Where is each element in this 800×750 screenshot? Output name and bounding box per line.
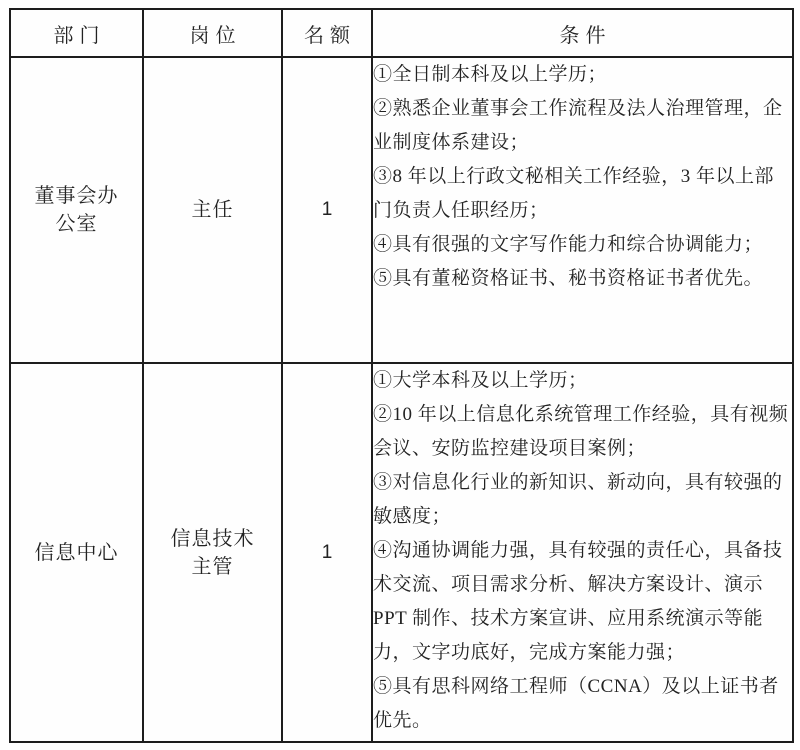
quota-value: 1: [321, 199, 333, 220]
department-cell: [10, 57, 143, 363]
condition-item: ①全日制本科及以上学历；: [373, 64, 608, 85]
condition-item: ④沟通协调能力强，具有较强的责任心，具备技术交流、项目需求分析、解决方案设计、演示 PPT 制作、技术方案宣讲、应用系统演示等能力，文字功底好，完成方案能力强；: [373, 540, 783, 663]
condition-item: ①大学本科及以上学历；: [373, 370, 588, 391]
condition-item: ⑤具有思科网络工程师（CCNA）及以上证书者优先。: [373, 676, 779, 731]
position-cell: [143, 57, 282, 363]
condition-item: ③对信息化行业的新知识、新动向，具有较强的敏感度；: [373, 472, 783, 527]
table-row: [10, 363, 793, 742]
quota-value: 1: [321, 541, 333, 563]
position-cell: [143, 363, 282, 742]
condition-item: ③8 年以上行政文秘相关工作经验，3 年以上部门负责人任职经历；: [373, 166, 775, 221]
condition-item: ⑤具有董秘资格证书、秘书资格证书者优先。: [373, 268, 764, 289]
quota-cell: [282, 57, 372, 363]
department-text: 信息中心: [34, 541, 119, 564]
header-cell-department: 部门: [10, 9, 143, 57]
department-text: 董事会办公室: [34, 185, 119, 235]
header-cell-quota: 名额: [282, 9, 372, 57]
position-text: 主任: [191, 199, 234, 221]
condition-item: ④具有很强的文字写作能力和综合协调能力；: [373, 234, 764, 255]
header-row: [10, 9, 793, 57]
header-cell-conditions: 条件: [372, 9, 793, 57]
department-cell: [10, 363, 143, 742]
conditions-cell: [372, 57, 793, 363]
header-cell-position: 岗位: [143, 9, 282, 57]
condition-item: ②10 年以上信息化系统管理工作经验，具有视频会议、安防监控建设项目案例；: [373, 404, 789, 459]
recruitment-table: [9, 8, 794, 743]
quota-cell: [282, 363, 372, 742]
condition-item: ②熟悉企业董事会工作流程及法人治理管理，企业制度体系建设；: [373, 98, 783, 153]
position-text: 信息技术主管: [170, 527, 255, 578]
table-row: [10, 57, 793, 363]
conditions-cell: [372, 363, 793, 742]
